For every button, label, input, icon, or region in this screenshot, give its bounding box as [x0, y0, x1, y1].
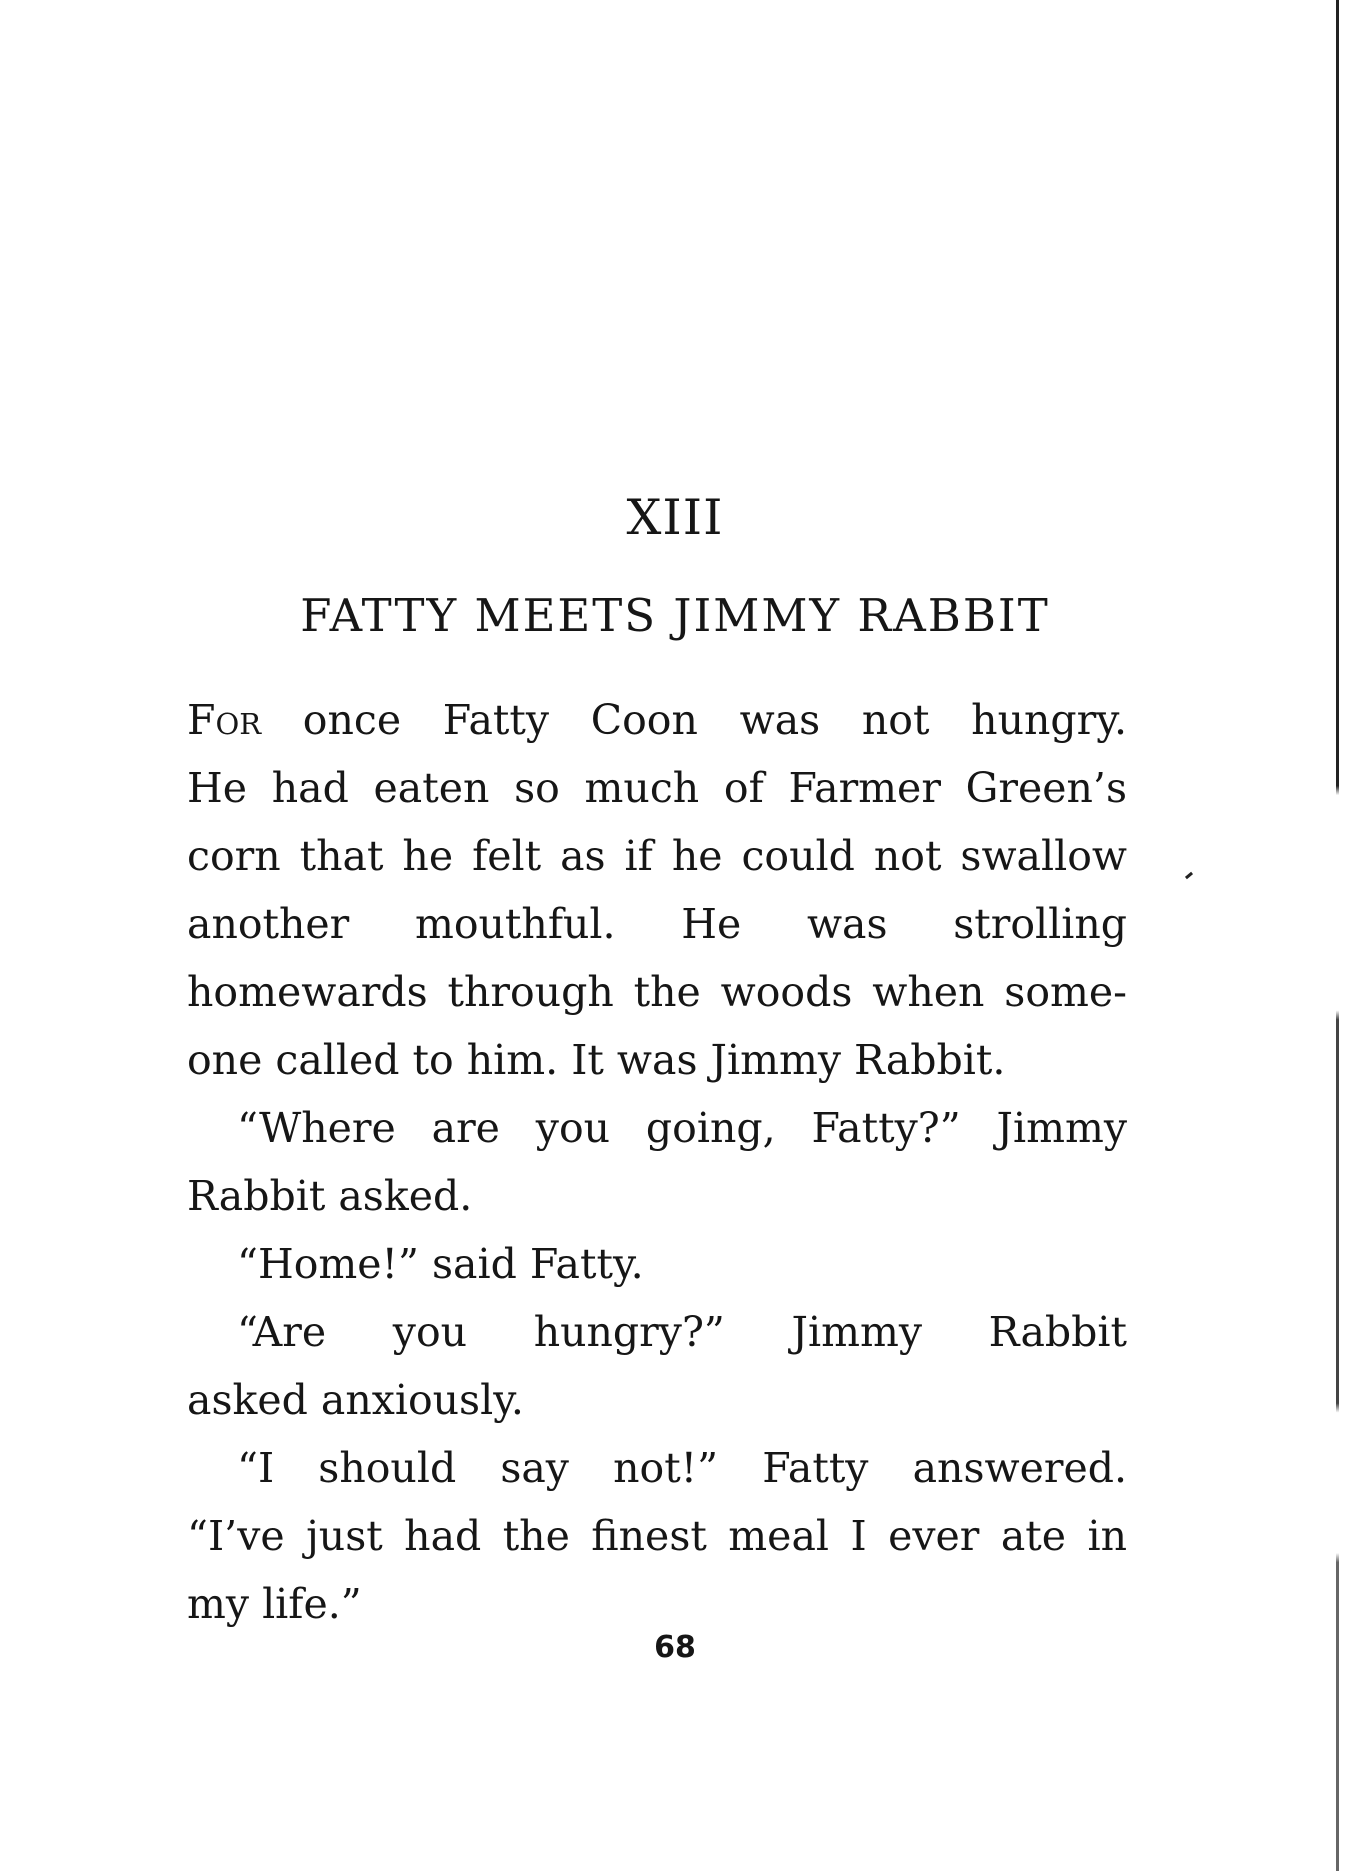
- body-line: For once Fatty Coon was not hungry.: [187, 696, 1127, 744]
- chapter-number: XIII: [626, 489, 724, 546]
- drop-word: For: [187, 696, 262, 744]
- body-line: another mouthful. He was strolling: [187, 900, 1127, 948]
- body-line: “Where are you going, Fatty?” Jimmy: [237, 1104, 1127, 1152]
- body-line: one called to him. It was Jimmy Rabbit.: [187, 1036, 1006, 1084]
- body-line: Rabbit asked.: [187, 1172, 473, 1220]
- scan-speck: [1185, 872, 1193, 879]
- body-line: “Home!” said Fatty.: [237, 1240, 644, 1288]
- body-line: “I should say not!” Fatty answered.: [237, 1444, 1127, 1492]
- body-line: He had eaten so much of Farmer Green’s: [187, 764, 1127, 812]
- page-binding-edge: [1336, 0, 1339, 1871]
- body-line: “I’ve just had the finest meal I ever ate in: [187, 1512, 1127, 1560]
- body-line: asked anxiously.: [187, 1376, 524, 1424]
- body-line: “Are you hungry?” Jimmy Rabbit: [237, 1308, 1127, 1356]
- chapter-title: FATTY MEETS JIMMY RABBIT: [300, 589, 1050, 642]
- body-line: homewards through the woods when some-: [187, 968, 1127, 1016]
- chapter-body: [187, 686, 1127, 1638]
- body-line: my life.”: [187, 1580, 362, 1628]
- page-number: 68: [654, 1630, 696, 1665]
- body-line: corn that he felt as if he could not swallow: [187, 832, 1127, 880]
